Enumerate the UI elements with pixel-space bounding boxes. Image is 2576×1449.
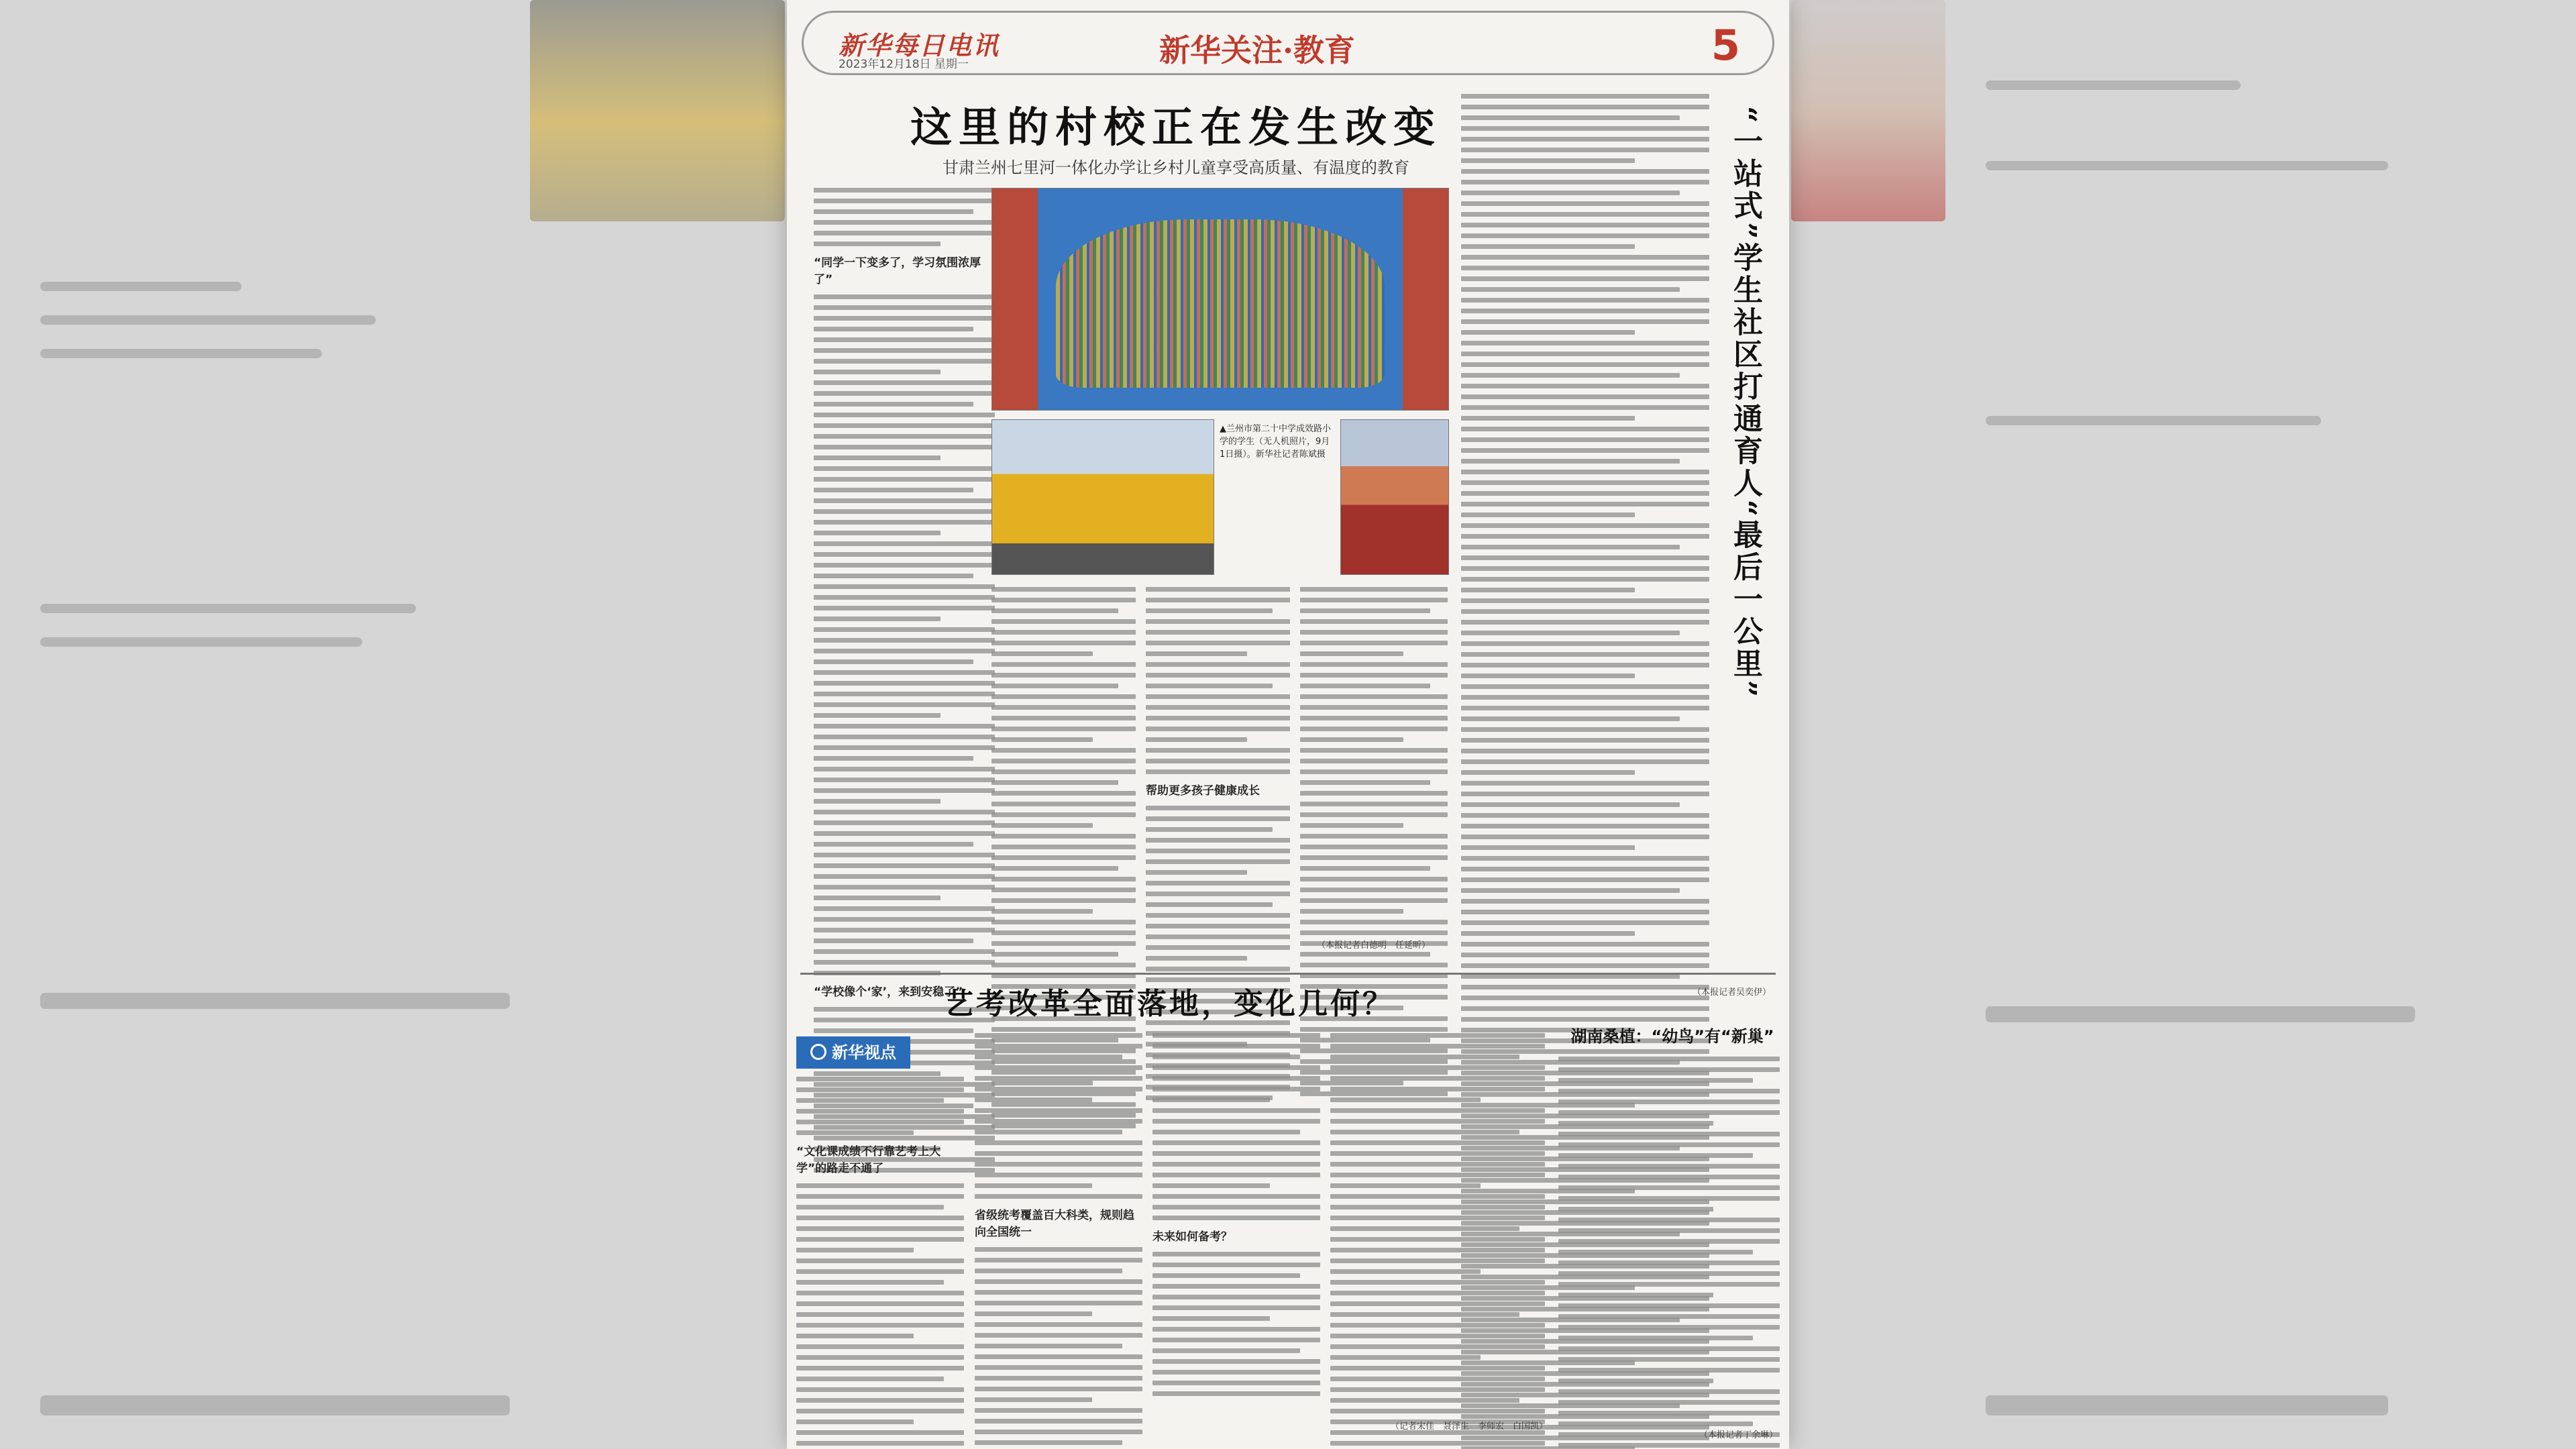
masthead	[802, 11, 1774, 75]
badge-label: 新华视点	[832, 1043, 896, 1062]
side-story-headline: “一站式”学生社区打通育人“最后一公里”	[1728, 106, 1762, 700]
second-headline: 艺考改革全面落地，变化几何？	[944, 987, 1395, 1021]
second-story-column-4	[1330, 1033, 1545, 1449]
side-story-byline: （本报记者吴奕伊）	[1693, 987, 1772, 998]
photo-caption: ▲兰州市第二十中学成效路小学的学生（无人机照片，9月1日摄）。新华社记者陈斌摄	[1220, 424, 1331, 460]
masthead-brand: 新华每日电讯	[839, 30, 1000, 60]
second-subhead-3: 未来如何备考？	[1152, 1230, 1232, 1244]
page-number: 5	[1711, 21, 1740, 70]
third-story-column	[1558, 1057, 1780, 1449]
second-story-byline: （记者宋佳 聂泽生 李师宏 白国凯）	[1391, 1421, 1548, 1432]
section-title: 新华关注·教育	[1159, 32, 1356, 68]
badge-icon	[810, 1044, 826, 1060]
main-subhead-1: “同学一下变多了，学习氛围浓厚了”	[814, 256, 981, 286]
main-story-byline: （本报记者白德明 任延昕）	[1317, 941, 1431, 951]
second-subhead-1: “文化课成绩不行靠艺考上大学”的路走不通了	[796, 1145, 941, 1175]
second-subhead-2: 省级统考覆盖百大科类，规则趋向全国统一	[975, 1209, 1134, 1239]
photo-schoolchildren	[1340, 419, 1449, 575]
main-story-column-1	[814, 188, 995, 1179]
blurred-photo-right	[1791, 0, 1945, 221]
section-divider	[800, 973, 1776, 975]
main-headline: 这里的村校正在发生改变	[910, 103, 1442, 152]
main-story-column-4	[1300, 587, 1448, 1102]
second-story-column-2	[975, 1033, 1142, 1449]
main-subhead-2: “学校像个‘家’，来到安稳了”	[814, 985, 963, 999]
second-story-column-3	[1152, 1033, 1320, 1402]
third-story-byline: （本报记者丁余琳）	[1699, 1430, 1778, 1440]
third-headline: 湖南桑植：“幼鸟”有“新巢”	[1570, 1027, 1774, 1046]
main-subhead-3: 帮助更多孩子健康成长	[1146, 784, 1260, 798]
second-story-column-1	[796, 1077, 964, 1449]
photo-school-bus	[991, 419, 1214, 575]
main-story-column-3	[1146, 587, 1290, 1106]
blurred-photo-left	[530, 0, 785, 221]
masthead-date: 2023年12月18日 星期一	[839, 58, 969, 71]
main-subheadline: 甘肃兰州七里河一体化办学让乡村儿童享受高质量、有温度的教育	[943, 158, 1409, 177]
newspaper-page	[787, 0, 1789, 1449]
xinhua-view-badge	[796, 1036, 910, 1069]
photo-schoolyard-aerial	[991, 188, 1449, 411]
